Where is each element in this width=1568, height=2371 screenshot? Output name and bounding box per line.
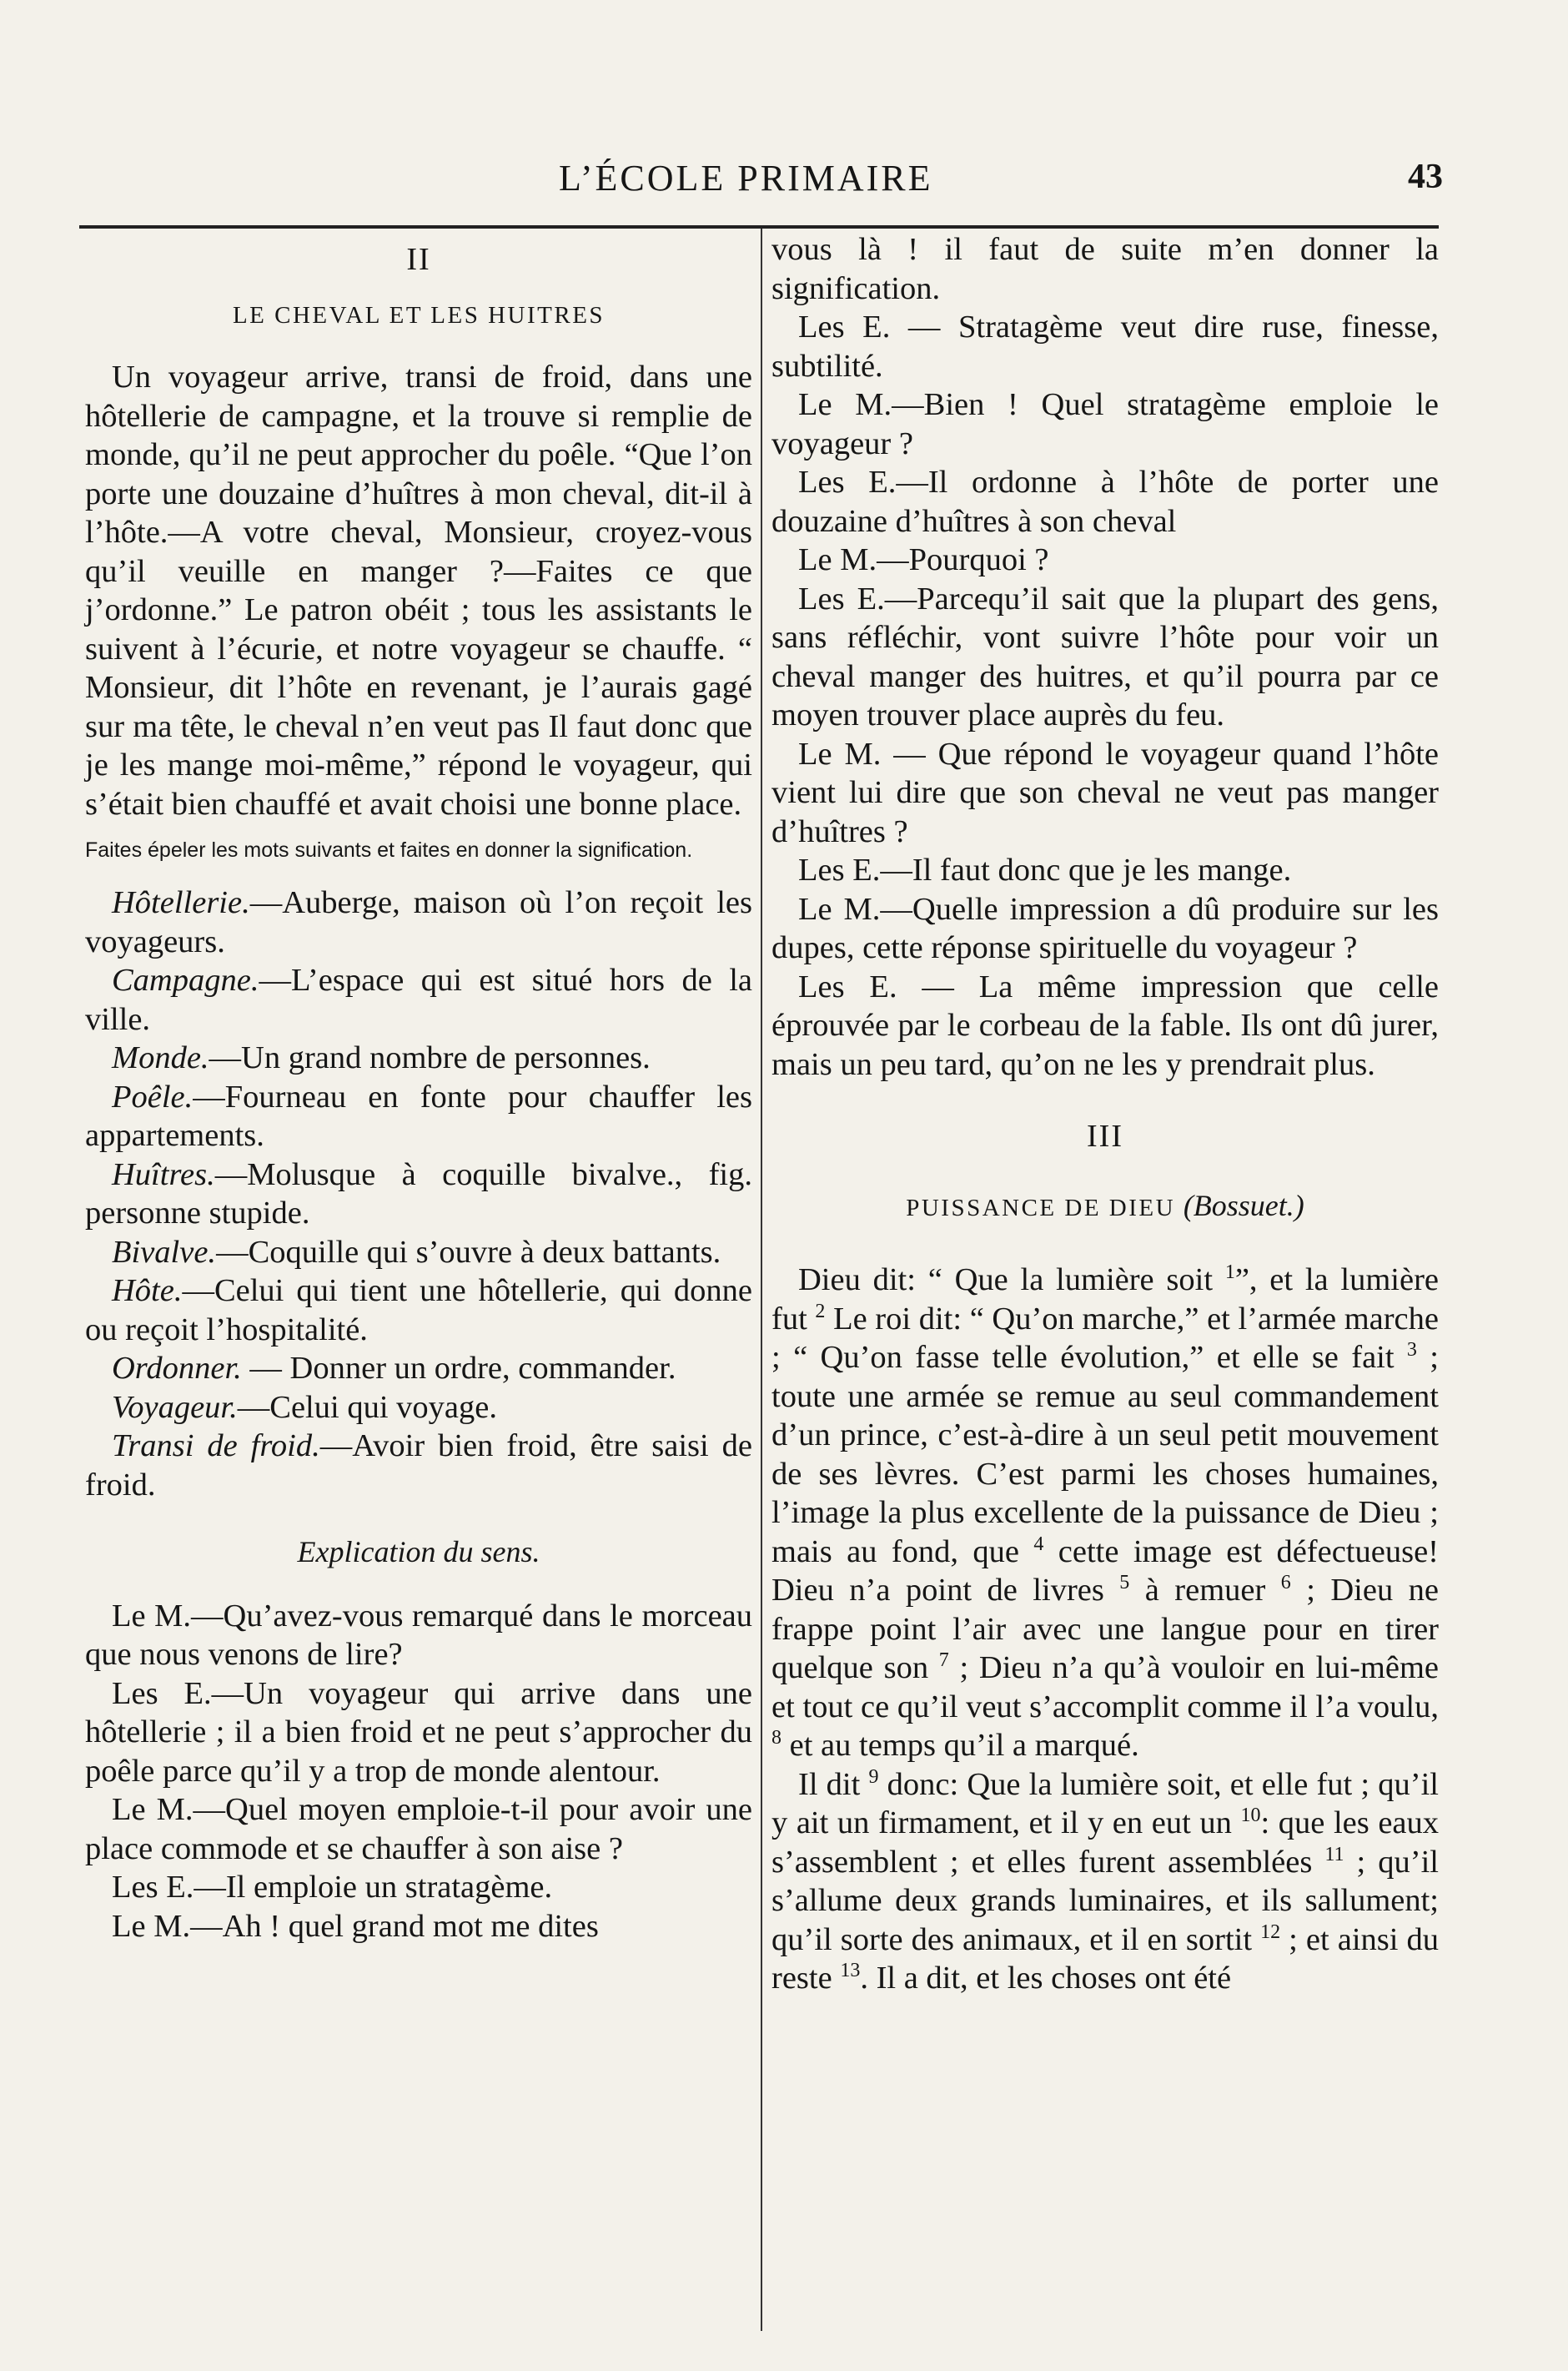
glossary-term: Huîtres. xyxy=(112,1156,215,1192)
glossary-term: Poêle. xyxy=(112,1079,193,1115)
dialogue-line: Le M.—Ah ! quel grand mot me dites xyxy=(112,1908,599,1944)
explanation-heading: Explication du sens. xyxy=(297,1535,540,1568)
footnote-marker: 6 xyxy=(1280,1572,1291,1594)
text-run: . Il a dit, et les choses ont été xyxy=(860,1961,1232,1996)
glossary-term: Hôtellerie. xyxy=(112,885,250,920)
footnote-marker: 8 xyxy=(771,1727,781,1749)
dialogue-line: Le M.—Quelle impression a dû produire sur les dupes, cette réponse spirituelle du voyageur ? xyxy=(771,891,1439,965)
section-numeral: II xyxy=(406,242,431,277)
glossary-definition: —Un grand nombre de personnes. xyxy=(209,1040,651,1075)
footnote-marker: 4 xyxy=(1033,1533,1044,1555)
dialogue-line: Les E.—Il emploie un stratagème. xyxy=(112,1870,553,1905)
glossary-term: Monde. xyxy=(112,1040,209,1075)
text-run: ; toute une armée se remue au seul commandement d’un prince, c’est-à-dire à un seul petit mouvement de ses lèvres. C’est parmi les choses humaines, l’image la plus excellente de la puissance de Dieu ; mais au fond, que xyxy=(771,1340,1439,1569)
bossuet-paragraph-1 xyxy=(771,1261,1439,1765)
glossary-term: Hôte. xyxy=(112,1273,183,1308)
glossary-term: Ordonner. xyxy=(112,1351,242,1386)
dialogue-line: Le M.—Pourquoi ? xyxy=(798,542,1049,577)
text-run: Il dit xyxy=(798,1766,869,1802)
glossary-term: Bivalve. xyxy=(112,1234,217,1270)
dialogue-continued xyxy=(771,230,1439,1084)
text-run: ; qu’il s’allume deux grands luminaires, et ils sallument; qu’il sorte des animaux, et il en sortit xyxy=(771,1844,1439,1957)
glossary-term: Transi de froid. xyxy=(112,1428,320,1463)
glossary-entry xyxy=(85,1427,752,1504)
footnote-marker: 5 xyxy=(1119,1572,1130,1594)
glossary-definition: —Auberge, maison où l’on reçoit les voyageurs. xyxy=(85,885,752,959)
glossary-term: Campagne. xyxy=(112,963,259,998)
section-numeral: III xyxy=(1087,1119,1123,1154)
glossary-entry xyxy=(85,1388,752,1427)
text-run: et au temps qu’il a marqué. xyxy=(781,1728,1139,1763)
glossary-definition: — Donner un ordre, commander. xyxy=(241,1351,676,1386)
glossary-entry xyxy=(85,1155,752,1233)
glossary-definition: —Celui qui tient une hôtellerie, qui donne ou reçoit l’hospitalité. xyxy=(85,1273,752,1347)
glossary-definition: —Molusque à coquille bivalve., fig. personne stupide. xyxy=(85,1156,752,1231)
dialogue-line: Le M.—Quel moyen emploie-t-il pour avoir une place commode et se chauffer à son aise ? xyxy=(85,1792,752,1866)
left-column xyxy=(85,230,752,1946)
header-rule xyxy=(79,225,1439,229)
section-author: (Bossuet.) xyxy=(1183,1188,1304,1222)
section-title: LE CHEVAL ET LES HUITRES xyxy=(232,301,606,329)
text-run: : que les eaux s’assemblent ; et elles furent assemblées xyxy=(771,1805,1440,1880)
glossary-definition: —Fourneau en fonte pour chauffer les appartements. xyxy=(85,1079,752,1153)
glossary-entry xyxy=(85,1078,752,1155)
footnote-marker: 12 xyxy=(1260,1920,1281,1943)
running-title: L’ÉCOLE PRIMAIRE xyxy=(559,158,933,199)
glossary xyxy=(85,883,752,1504)
dialogue-line: Le M.—Qu’avez-vous remarqué dans le morceau que nous venons de lire? xyxy=(85,1598,752,1672)
dialogue-line: Les E. — Stratagème veut dire ruse, finesse, subtilité. xyxy=(771,310,1439,384)
footnote-marker: 11 xyxy=(1324,1843,1344,1865)
glossary-entry xyxy=(85,883,752,961)
text-run: cette image est défectueuse! Dieu n’a point de livres xyxy=(771,1533,1439,1608)
footnote-marker: 7 xyxy=(938,1649,949,1672)
dialogue-line: Les E. — La même impression que celle éprouvée par le corbeau de la fable. Ils ont dû jurer, mais un peu tard, qu’on ne les y prendrait plus. xyxy=(771,969,1439,1082)
glossary-entry xyxy=(85,961,752,1039)
footnote-marker: 1 xyxy=(1224,1261,1235,1284)
dialogue-line: vous là ! il faut de suite m’en donner la signification. xyxy=(771,232,1439,306)
footnote-marker: 2 xyxy=(815,1300,826,1322)
glossary-term: Voyageur. xyxy=(112,1389,238,1425)
glossary-entry xyxy=(85,1349,752,1388)
glossary-definition: —Coquille qui s’ouvre à deux battants. xyxy=(216,1234,721,1270)
footnote-marker: 9 xyxy=(868,1765,879,1788)
dialogue-line: Le M.—Bien ! Quel stratagème emploie le voyageur ? xyxy=(771,387,1439,461)
text-run: Le roi dit: “ Qu’on marche,” et l’armée marche ; “ Qu’on fasse telle évolution,” et elle se fait xyxy=(771,1301,1439,1375)
text-run: ; et ainsi du reste xyxy=(771,1921,1439,1996)
dialogue-line: Les E.—Il faut donc que je les mange. xyxy=(798,853,1292,888)
instruction-note: Faites épeler les mots suivants et faites en donner la signification. xyxy=(85,838,693,862)
glossary-entry xyxy=(85,1039,752,1078)
page-header xyxy=(225,157,1443,215)
text-run: ; Dieu ne frappe point l’air avec une langue pour en tirer quelque son xyxy=(771,1573,1440,1685)
right-column xyxy=(771,230,1439,1998)
dialogue xyxy=(85,1597,752,1946)
footnote-marker: 13 xyxy=(840,1960,861,1982)
text-run: à remuer xyxy=(1129,1573,1281,1608)
column-divider xyxy=(761,229,762,2331)
glossary-definition: —Celui qui voyage. xyxy=(237,1389,497,1425)
dialogue-line: Les E.—Parcequ’il sait que la plupart des gens, sans réfléchir, vont suivre l’hôte pour voir un cheval manger des huitres, et qu’il pourra par ce moyen trouver place auprès du feu. xyxy=(771,581,1439,732)
glossary-entry xyxy=(85,1271,752,1349)
footnote-marker: 3 xyxy=(1406,1339,1417,1362)
glossary-entry xyxy=(85,1233,752,1272)
glossary-definition: —Avoir bien froid, être saisi de froid. xyxy=(85,1428,752,1503)
footnote-marker: 10 xyxy=(1240,1805,1261,1827)
page-number: 43 xyxy=(1408,158,1443,196)
dialogue-line: Le M. — Que répond le voyageur quand l’hôte vient lui dire que son cheval ne veut pas manger d’huîtres ? xyxy=(771,736,1439,849)
text-run: ; Dieu n’a qu’à vouloir en lui-même et tout ce qu’il veut s’accomplit comme il l’a voulu, xyxy=(771,1650,1439,1724)
dialogue-line: Les E.—Un voyageur qui arrive dans une hôtellerie ; il a bien froid et ne peut s’approcher du poêle parce qu’il y a trop de monde alentour. xyxy=(85,1675,752,1789)
text-run: ”, et la lumière fut xyxy=(771,1262,1439,1337)
dialogue-line: Les E.—Il ordonne à l’hôte de porter une douzaine d’huîtres à son cheval xyxy=(771,465,1439,539)
story-paragraph: Un voyageur arrive, transi de froid, dans une hôtellerie de campagne, et la trouve si remplie de monde, qu’il ne peut approcher du poêle. “Que l’on porte une douzaine d’huîtres à mon cheval, dit-il à l’hôte.—A votre cheval, Monsieur, croyez-vous qu’il veuille en manger ?—Faites ce que j’ordonne.” Le patron obéit ; tous les assistants le suivent à l’écurie, et notre voyageur se chauffe. “ Monsieur, dit l’hôte en revenant, je l’aurais gagé sur ma tête, le cheval n’en veut pas Il faut donc que je les mange moi-même,” répond le voyageur, qui s’était bien chauffé et avait choisi une bonne place. xyxy=(85,360,752,822)
text-run: Dieu dit: “ Que la lumière soit xyxy=(798,1262,1225,1297)
text-run: donc: Que la lumière soit, et elle fut ; qu’il y ait un firmament, et il y en eut un xyxy=(771,1766,1439,1840)
bossuet-paragraph-2 xyxy=(771,1765,1439,1998)
section-title: PUISSANCE DE DIEU xyxy=(906,1194,1176,1221)
section-heading xyxy=(771,1186,1439,1228)
glossary-definition: —L’espace qui est situé hors de la ville. xyxy=(85,963,752,1037)
